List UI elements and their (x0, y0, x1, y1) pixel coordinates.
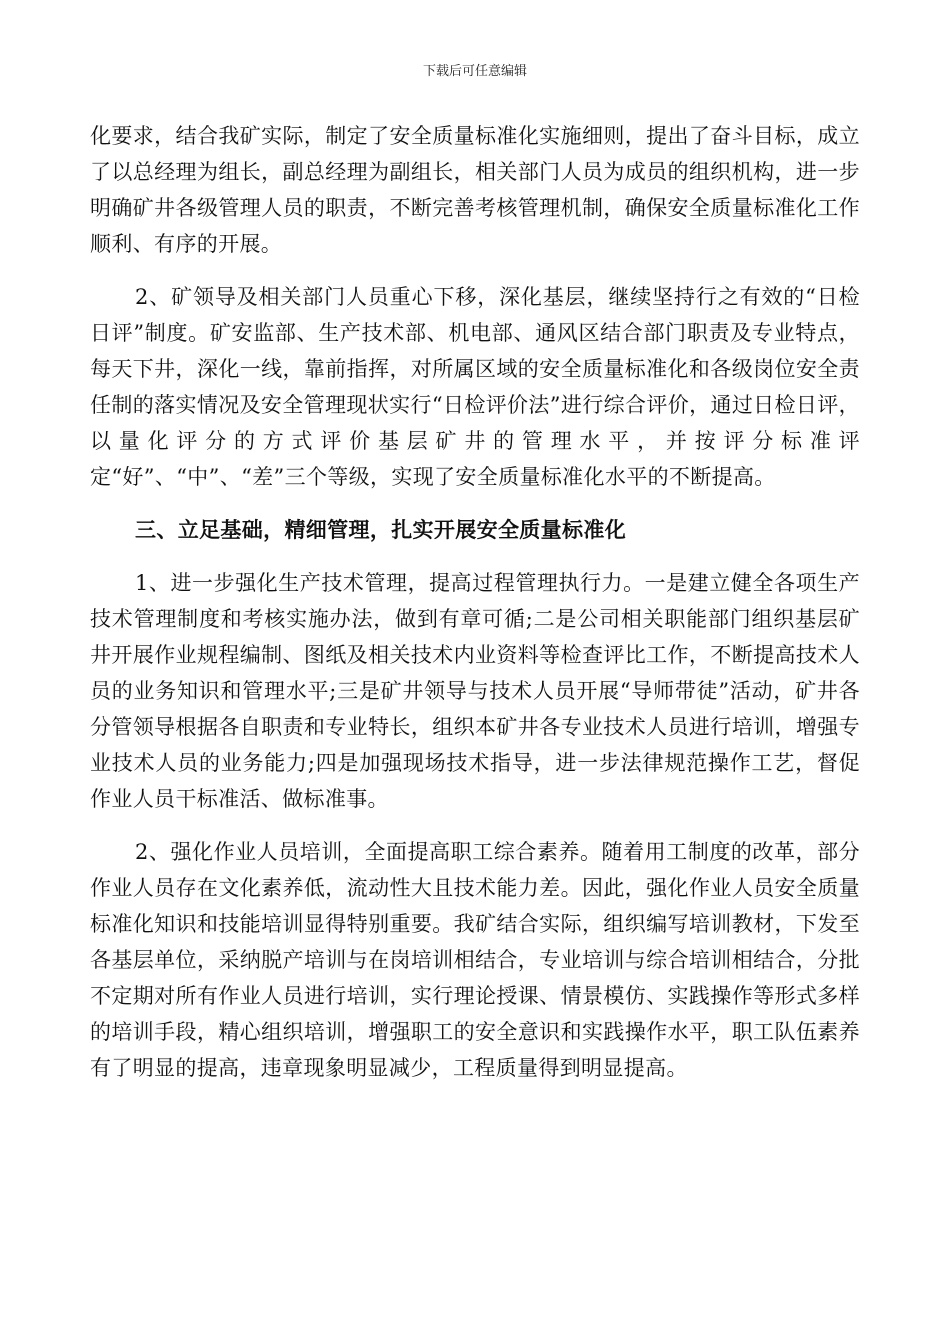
paragraph-3-2: 2、强化作业人员培训，全面提高职工综合素养。随着用工制度的改革，部分作业人员存在文化素养低，流动性大且技术能力差。因此，强化作业人员安全质量标准化知识和技能培训显得特别重要。我矿结合实际，组织编写培训教材，下发至各基层单位，采纳脱产培训与在岗培训相结合，专业培训与综合培训相结合，分批不定期对所有作业人员进行培训，实行理论授课、情景模仿、实践操作等形式多样的培训手段，精心组织培训，增强职工的安全意识和实践操作水平，职工队伍素养有了明显的提高，违章现象明显减少，工程质量得到明显提高。 (90, 840, 860, 1080)
paragraph-continuation: 化要求，结合我矿实际，制定了安全质量标准化实施细则，提出了奋斗目标，成立了以总经理为组长，副总经理为副组长，相关部门人员为成员的组织机构，进一步明确矿井各级管理人员的职责，不断完善考核管理机制，确保安全质量标准化工作顺利、有序的开展。 (90, 124, 860, 256)
paragraph-2: 2、矿领导及相关部门人员重心下移，深化基层，继续坚持行之有效的“日检日评”制度。矿安监部、生产技术部、机电部、通风区结合部门职责及专业特点，每天下井，深化一线，靠前指挥，对所属区域的安全质量标准化和各级岗位安全责任制的落实情况及安全管理现状实行“日检评价法”进行综合评价，通过日检日评，以量化评分的方式评价基层矿井的管理水平，并按评分标准评定“好”、“中”、“差”三个等级，实现了安全质量标准化水平的不断提高。 (90, 285, 860, 489)
paragraph-gap (90, 817, 860, 834)
paragraph-gap (90, 262, 860, 279)
paragraph-gap (90, 495, 860, 512)
section-heading-3: 三、立足基础，精细管理，扎实开展安全质量标准化 (135, 517, 627, 542)
header-note: 下载后可任意编辑 (422, 64, 527, 79)
paragraph-3-1: 1、进一步强化生产技术管理，提高过程管理执行力。一是建立健全各项生产技术管理制度和考核实施办法，做到有章可循;二是公司相关职能部门组织基层矿井开展作业规程编制、图纸及相关技术内业资料等检查评比工作，不断提高技术人员的业务知识和管理水平;三是矿井领导与技术人员开展“导师带徒”活动，矿井各分管领导根据各自职责和专业特长，组织本矿井各专业技术人员进行培训，增强专业技术人员的业务能力;四是加强现场技术指导，进一步法律规范操作工艺，督促作业人员干标准活、做标准事。 (90, 571, 860, 811)
paragraph-gap (90, 548, 860, 565)
document-body (90, 118, 860, 1086)
